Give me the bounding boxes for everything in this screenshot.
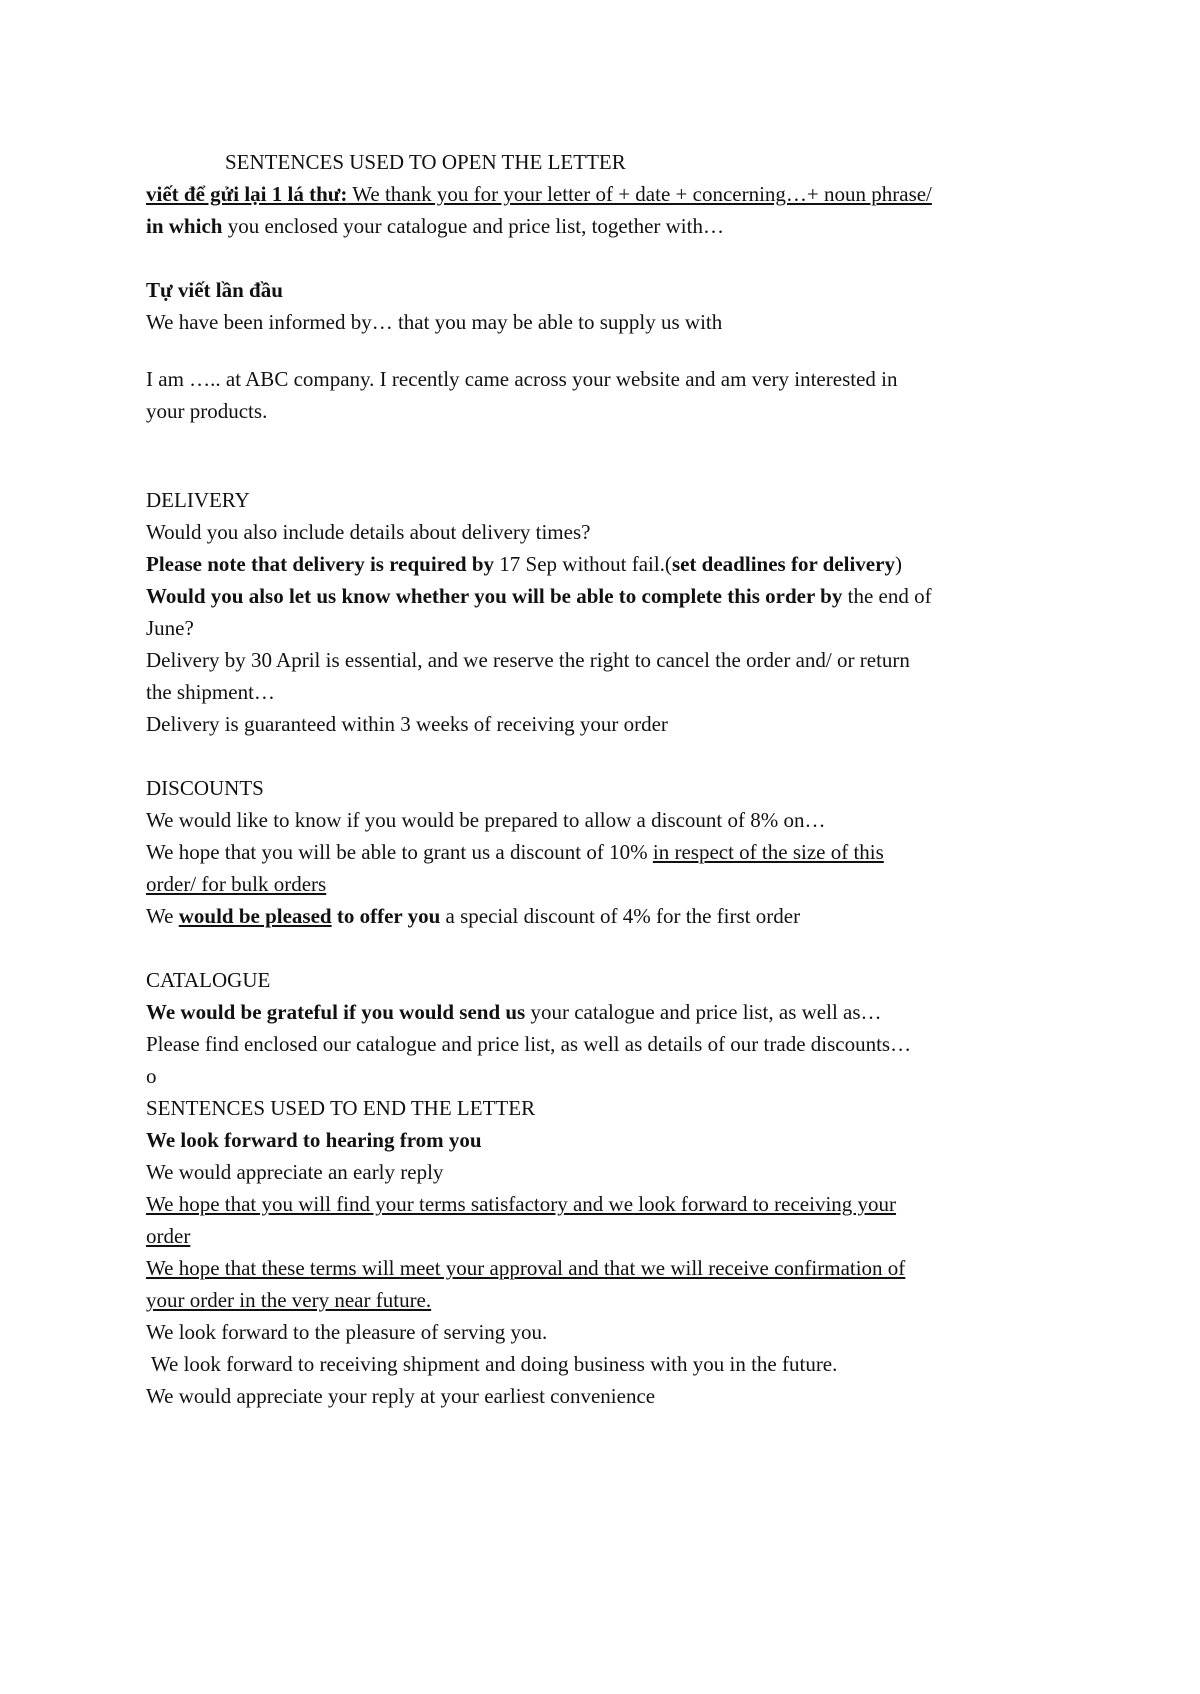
end-line-5-text: We look forward to the pleasure of serving you. [146, 1320, 548, 1344]
delivery-line-5-text: Delivery is guaranteed within 3 weeks of receiving your order [146, 712, 668, 736]
end-line-7-text: We would appreciate your reply at your earliest convenience [146, 1384, 656, 1408]
delivery-line-4-cont-text: the shipment… [146, 680, 275, 704]
catalogue-line-2 [146, 1028, 1066, 1060]
first-letter-label [146, 274, 1066, 306]
discounts-line-2-cont-text: order/ for bulk orders [146, 872, 327, 896]
catalogue-line-2-text: Please find enclosed our catalogue and price list, as well as details of our trade discounts… [146, 1032, 912, 1056]
end-line-3-cont [146, 1220, 1066, 1252]
end-line-2 [146, 1156, 1066, 1188]
discounts-line-2-cont [146, 868, 1066, 900]
catalogue-heading [146, 964, 1066, 996]
discounts-line-3-text: a special discount of 4% for the first order [440, 904, 801, 928]
delivery-line-1-text: Would you also include details about delivery times? [146, 520, 591, 544]
delivery-line-1 [146, 516, 1066, 548]
intro-line-2 [146, 395, 1066, 427]
end-line-3-text: We hope that you will find your terms satisfactory and we look forward to receiving your [146, 1192, 897, 1216]
delivery-line-3-cont [146, 612, 1066, 644]
spacer [146, 427, 1066, 484]
discounts-heading-text: DISCOUNTS [146, 776, 264, 800]
delivery-line-5 [146, 708, 1066, 740]
catalogue-line-1-bold: We would be grateful if you would send us [146, 1000, 526, 1024]
end-line-3-cont-text: order [146, 1224, 191, 1248]
first-letter-text-span: We have been informed by… that you may be able to supply us with [146, 310, 723, 334]
delivery-line-2 [146, 548, 1066, 580]
reply-label: viết để gửi lại 1 lá thư: [146, 182, 348, 206]
delivery-line-4-cont [146, 676, 1066, 708]
spacer [146, 740, 1066, 772]
open-heading-text: SENTENCES USED TO OPEN THE LETTER [225, 150, 626, 174]
delivery-line-4-text: Delivery by 30 April is essential, and we reserve the right to cancel the order and/ or return [146, 648, 910, 672]
discounts-line-2 [146, 836, 1066, 868]
discounts-line-1-text: We would like to know if you would be prepared to allow a discount of 8% on… [146, 808, 826, 832]
document-body [146, 146, 1066, 1412]
end-line-4-cont [146, 1284, 1066, 1316]
end-line-3 [146, 1188, 1066, 1220]
end-heading-text: SENTENCES USED TO END THE LETTER [146, 1096, 536, 1120]
first-letter-label-text: Tự viết lần đầu [146, 278, 283, 302]
stray-character-text: o [146, 1064, 157, 1088]
discounts-heading [146, 772, 1066, 804]
end-line-6-text: We look forward to receiving shipment and doing business with you in the future. [146, 1352, 838, 1376]
delivery-heading-text: DELIVERY [146, 488, 250, 512]
end-line-4 [146, 1252, 1066, 1284]
delivery-line-2-bold2: set deadlines for delivery [671, 552, 895, 576]
intro-line-1-text: I am ….. at ABC company. I recently came across your website and am very interested in [146, 367, 898, 391]
delivery-line-4 [146, 644, 1066, 676]
end-line-4-cont-text: your order in the very near future. [146, 1288, 432, 1312]
spacer [146, 242, 1066, 274]
end-line-2-text: We would appreciate an early reply [146, 1160, 444, 1184]
reply-cont-text: you enclosed your catalogue and price list, together with… [222, 214, 724, 238]
intro-line-2-text: your products. [146, 399, 268, 423]
intro-line-1 [146, 363, 1066, 395]
end-line-1 [146, 1124, 1066, 1156]
discounts-line-3-pre: We [146, 904, 179, 928]
delivery-line-3-text: the end of [842, 584, 932, 608]
delivery-line-2-bold: Please note that delivery is required by [146, 552, 495, 576]
open-heading [146, 146, 1066, 178]
end-line-1-text: We look forward to hearing from you [146, 1128, 482, 1152]
end-line-5 [146, 1316, 1066, 1348]
end-line-6 [146, 1348, 1066, 1380]
delivery-line-3 [146, 580, 1066, 612]
catalogue-heading-text: CATALOGUE [146, 968, 271, 992]
reply-cont-line [146, 210, 1066, 242]
delivery-line-3-cont-text: June? [146, 616, 194, 640]
reply-underlined [146, 182, 932, 206]
discounts-line-1 [146, 804, 1066, 836]
catalogue-line-1-text: your catalogue and price list, as well as… [525, 1000, 882, 1024]
discounts-line-2-text: We hope that you will be able to grant us a discount of 10% [146, 840, 653, 864]
spacer [146, 338, 1066, 363]
end-heading [146, 1092, 1066, 1124]
stray-character [146, 1060, 1066, 1092]
delivery-line-2-text: 17 Sep without fail.( [494, 552, 672, 576]
discounts-line-3-bold: to offer you [331, 904, 441, 928]
first-letter-text [146, 306, 1066, 338]
delivery-heading [146, 484, 1066, 516]
delivery-line-3-bold: Would you also let us know whether you will be able to complete this order by [146, 584, 843, 608]
reply-cont-bold: in which [146, 214, 223, 238]
discounts-line-3 [146, 900, 1066, 932]
end-line-4-text: We hope that these terms will meet your approval and that we will receive confirmation of [146, 1256, 906, 1280]
catalogue-line-1 [146, 996, 1066, 1028]
discounts-line-3-bold-underline: would be pleased [178, 904, 332, 928]
discounts-line-2-underline: in respect of the size of this [652, 840, 884, 864]
delivery-line-2-end: ) [894, 552, 902, 576]
reply-text: We thank you for your letter of + date + concerning…+ noun phrase/ [347, 182, 932, 206]
spacer [146, 932, 1066, 964]
end-line-7 [146, 1380, 1066, 1412]
reply-line [146, 178, 1066, 210]
